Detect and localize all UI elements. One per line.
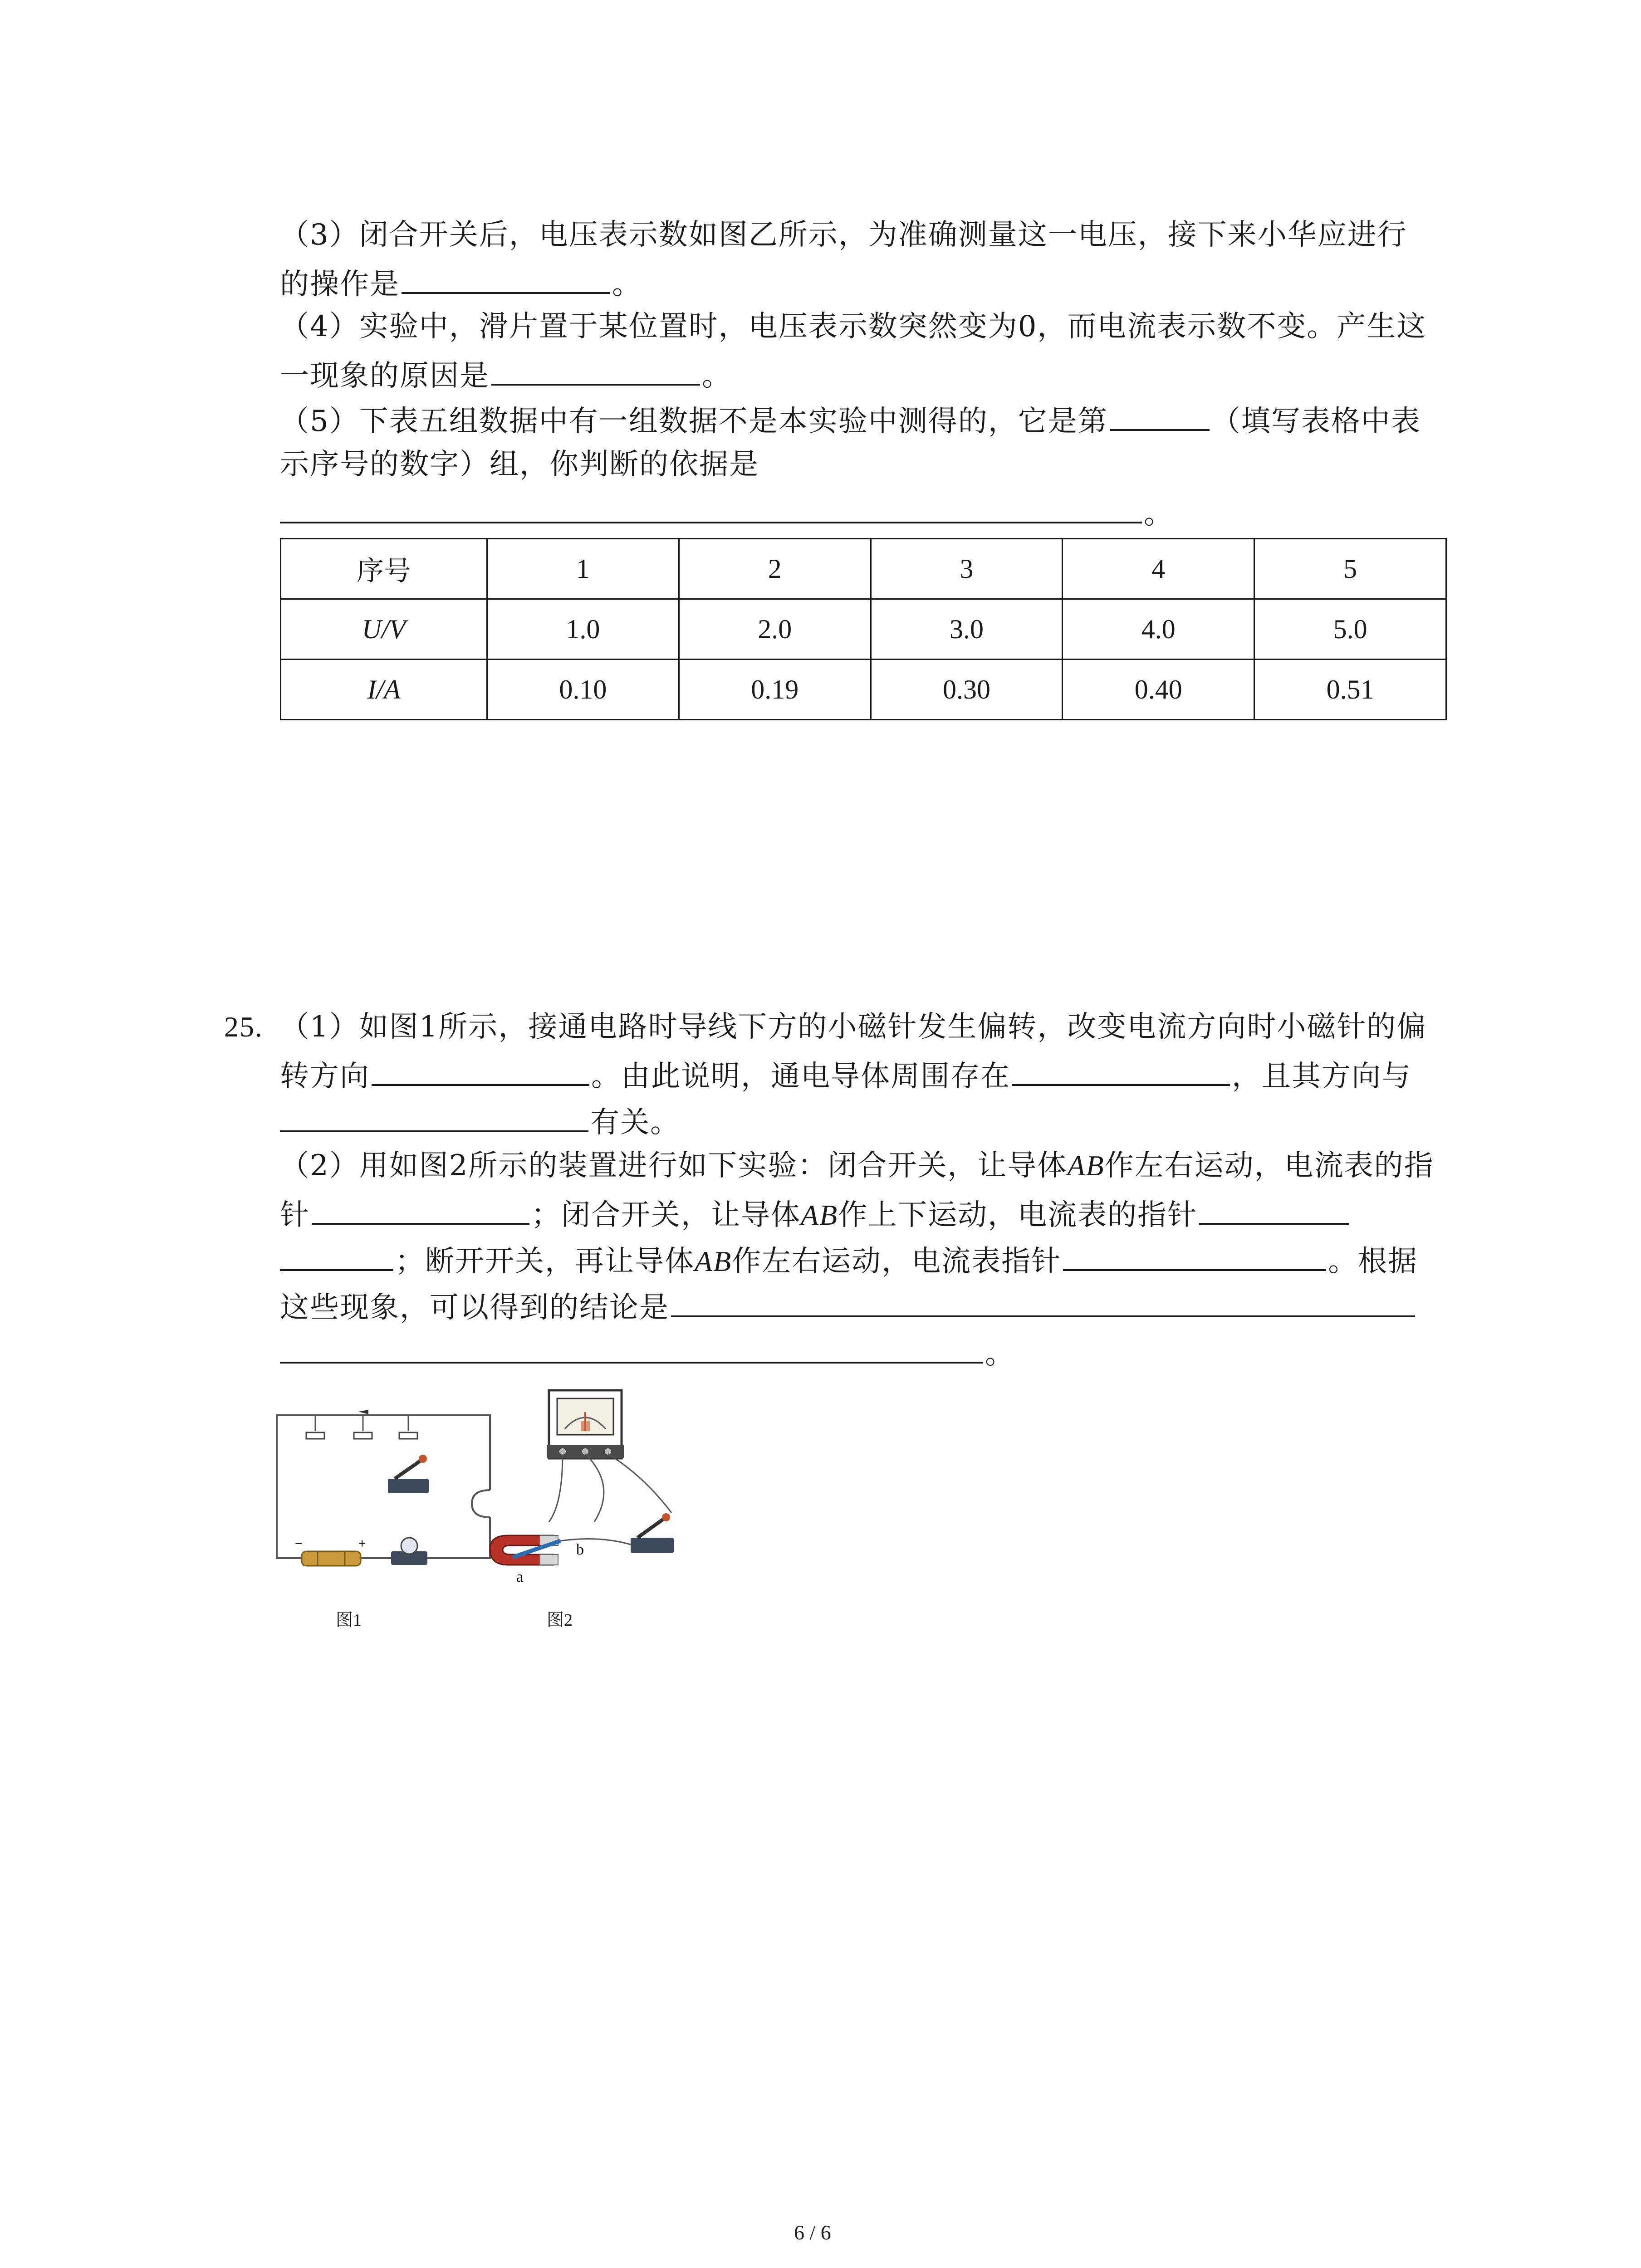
switch-icon xyxy=(631,1513,674,1553)
table-cell: 0.19 xyxy=(679,660,871,720)
figure-1-caption: 图1 xyxy=(336,1611,362,1630)
table-header-cell: 2 xyxy=(679,539,871,599)
wire xyxy=(608,1454,671,1513)
table-header-cell: 3 xyxy=(871,539,1063,599)
q25-p2-text-c4: 。根据 xyxy=(1328,1245,1418,1278)
q24-p4-text-a: （4）实验中，滑片置于某位置时，电压表示数突然变为0，而电流表示数不变。产生这 xyxy=(280,310,1427,343)
table-cell: 1.0 xyxy=(487,599,679,660)
q24-p3-line1 xyxy=(280,212,1407,258)
q24-p4-text-b2: 。 xyxy=(702,359,732,393)
q24-p5-line3 xyxy=(280,488,1174,537)
q24-p5-line1 xyxy=(280,396,1421,444)
wire xyxy=(549,1454,563,1522)
table-cell: 0.40 xyxy=(1063,660,1254,720)
q25-p2-blank-2a[interactable] xyxy=(1199,1189,1349,1225)
q24-p5-text-a2: （填写表格中表 xyxy=(1211,405,1421,438)
table-row xyxy=(281,660,1446,720)
q24-p4-line1 xyxy=(280,304,1426,349)
table-cell: 5.0 xyxy=(1254,599,1446,660)
q25-number: 25. xyxy=(224,1011,263,1043)
circuit-wire xyxy=(277,1415,490,1558)
q24-p3-answer-blank[interactable] xyxy=(402,259,610,294)
figure-2-induction xyxy=(481,1386,699,1599)
table-row xyxy=(281,599,1446,660)
q25-p2-text-c2: ；断开开关，再让导体 xyxy=(395,1245,695,1278)
q25-p2-blank-1[interactable] xyxy=(312,1189,529,1225)
q25-p1-field-blank[interactable] xyxy=(1012,1051,1230,1086)
battery-plus-label: + xyxy=(358,1536,366,1550)
q24-p3-text-b2: 。 xyxy=(612,268,642,301)
label-a: a xyxy=(516,1569,524,1585)
q24-p3-text-b1: 的操作是 xyxy=(280,268,400,301)
q25-p2-line4 xyxy=(280,1282,1417,1330)
figure-2-caption: 图2 xyxy=(547,1611,573,1630)
q25-p2-conclusion-blank-a[interactable] xyxy=(671,1282,1415,1317)
q25-p1-line3 xyxy=(280,1097,680,1145)
table-cell: 0.51 xyxy=(1254,660,1446,720)
q24-p5-text-b: 示序号的数字）组，你判断的依据是 xyxy=(280,448,759,481)
q25-p2-line5 xyxy=(280,1328,1015,1377)
switch-icon xyxy=(388,1455,429,1493)
table-cell: 0.30 xyxy=(871,660,1063,720)
table-header-cell: 4 xyxy=(1063,539,1254,599)
q25-p1-text-b1: 转方向 xyxy=(280,1060,370,1093)
table-cell: 2.0 xyxy=(679,599,871,660)
q25-p2-ab: AB xyxy=(1067,1149,1105,1182)
bulb-icon xyxy=(391,1538,427,1565)
q24-p5-text-a1: （5）下表五组数据中有一组数据不是本实验中测得的，它是第 xyxy=(280,405,1108,438)
q25-p1-text-c2: 有关。 xyxy=(590,1106,680,1139)
q25-p1-line1 xyxy=(224,1004,1426,1050)
battery-icon xyxy=(302,1551,361,1566)
table-row-label: I/A xyxy=(281,660,487,720)
q25-p1-text-b2: 。由此说明，通电导体周围存在 xyxy=(591,1060,1010,1093)
q24-p3-line2 xyxy=(280,259,642,307)
table-header-row xyxy=(281,539,1446,599)
wire xyxy=(585,1454,604,1522)
q25-p2-text-b3: 作上下运动，电流表的指针 xyxy=(838,1198,1198,1232)
table-cell: 3.0 xyxy=(871,599,1063,660)
horseshoe-magnet-icon xyxy=(490,1535,558,1565)
label-b: b xyxy=(576,1541,584,1558)
q25-p2-text-b1: 针 xyxy=(280,1198,310,1232)
q25-p2-ab: AB xyxy=(801,1199,838,1231)
q25-p2-text-c3: 作左右运动，电流表指针 xyxy=(732,1245,1062,1278)
q24-data-table xyxy=(280,538,1447,720)
q25-p2-line2 xyxy=(280,1189,1351,1238)
q24-p3-text-a: （3）闭合开关后，电压表示数如图乙所示，为准确测量这一电压，接下来小华应进行 xyxy=(280,218,1407,252)
q25-p1-line2 xyxy=(280,1051,1411,1099)
table-header-cell: 1 xyxy=(487,539,679,599)
table-cell: 0.10 xyxy=(487,660,679,720)
q25-p1-text-a: （1）如图1所示，接通电路时导线下方的小磁针发生偏转，改变电流方向时小磁针的偏 xyxy=(280,1010,1427,1044)
table-cell: 4.0 xyxy=(1063,599,1254,660)
q25-p2-conclusion-blank-b[interactable] xyxy=(280,1328,983,1364)
compass-needle-icon xyxy=(399,1415,417,1439)
q25-p2-blank-2b[interactable] xyxy=(280,1236,393,1271)
q25-p1-text-b3: ，且其方向与 xyxy=(1232,1060,1411,1093)
compass-needle-icon xyxy=(306,1415,324,1439)
q24-p5-text-c2: 。 xyxy=(1144,497,1174,531)
galvanometer-icon xyxy=(547,1390,624,1458)
q25-p2-line1 xyxy=(280,1143,1434,1188)
table-header-cell: 序号 xyxy=(281,539,487,599)
q24-p4-line2 xyxy=(280,350,732,399)
q25-p2-text-d1: 这些现象，可以得到的结论是 xyxy=(280,1291,669,1325)
q25-p2-text-e2: 。 xyxy=(985,1337,1015,1371)
q25-p2-line3 xyxy=(280,1236,1418,1284)
compass-needle-icon xyxy=(354,1410,372,1439)
q25-p2-text-a1: （2）用如图2所示的装置进行如下实验：闭合开关，让导体 xyxy=(280,1149,1068,1183)
q25-p2-text-a2: 作左右运动，电流表的指 xyxy=(1104,1149,1434,1183)
page-number: 6 / 6 xyxy=(794,2221,831,2244)
q24-p5-line2 xyxy=(280,442,759,487)
battery-minus-label: − xyxy=(295,1536,303,1550)
figure-1-circuit xyxy=(272,1402,508,1592)
q25-p2-blank-3[interactable] xyxy=(1063,1236,1326,1271)
q24-p5-group-blank[interactable] xyxy=(1110,396,1210,431)
q25-p1-relation-blank[interactable] xyxy=(280,1097,588,1132)
wire xyxy=(560,1539,631,1545)
table-row-label: U/V xyxy=(281,599,487,660)
table-header-cell: 5 xyxy=(1254,539,1446,599)
q24-p4-answer-blank[interactable] xyxy=(491,350,700,386)
q25-p2-ab: AB xyxy=(695,1245,732,1277)
q24-p5-reason-blank[interactable] xyxy=(280,488,1142,523)
q25-p1-direction-blank[interactable] xyxy=(372,1051,589,1086)
q24-p4-text-b1: 一现象的原因是 xyxy=(280,359,490,393)
q25-p2-text-b2: ；闭合开关，让导体 xyxy=(531,1198,801,1232)
